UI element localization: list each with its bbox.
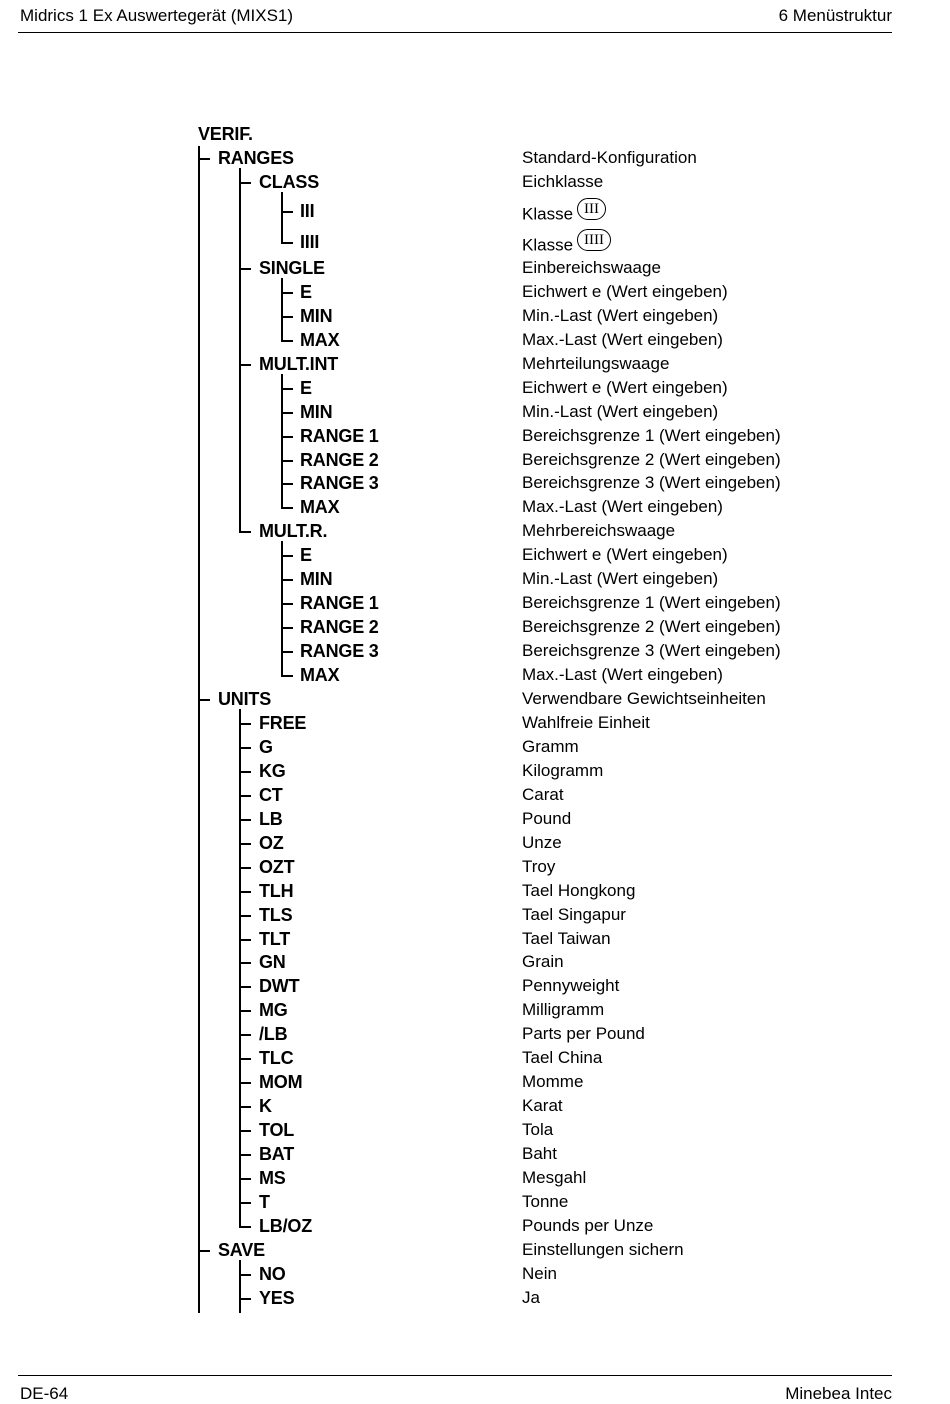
- menu-description: [522, 1024, 645, 1044]
- menu-description: [522, 306, 718, 326]
- menu-key-no: NO: [259, 1263, 286, 1284]
- menu-description-text: Bereichsgrenze 3 (Wert eingeben): [522, 641, 781, 661]
- menu-description: [522, 282, 728, 302]
- menu-description-text: Ja: [522, 1287, 540, 1307]
- menu-description-text: Karat: [522, 1096, 563, 1116]
- menu-key-min: MIN: [300, 401, 333, 422]
- menu-key-range-2: RANGE 2: [300, 617, 379, 638]
- menu-description: [522, 1000, 604, 1020]
- menu-description: [522, 761, 603, 781]
- menu-key-min: MIN: [300, 305, 333, 326]
- menu-description: [522, 497, 723, 517]
- footer-rule: [18, 1375, 892, 1376]
- accuracy-class-badge: III: [577, 198, 606, 220]
- menu-key-tls: TLS: [259, 904, 293, 925]
- menu-description-text: Wahlfreie Einheit: [522, 712, 650, 732]
- menu-description-text: Tael Taiwan: [522, 928, 611, 948]
- tree-connector-line: [239, 1260, 241, 1313]
- tree-connector-line: [281, 278, 283, 342]
- menu-key-single: SINGLE: [259, 257, 325, 278]
- accuracy-class-badge: IIII: [577, 229, 611, 251]
- menu-description-text: Unze: [522, 832, 562, 852]
- menu-description-text: Mehrteilungswaage: [522, 353, 670, 373]
- menu-key-e: E: [300, 281, 312, 302]
- menu-description: [522, 1120, 553, 1140]
- menu-description: [522, 545, 728, 565]
- menu-description: [522, 426, 781, 446]
- menu-description: [522, 1264, 557, 1284]
- menu-description-text: Bereichsgrenze 3 (Wert eingeben): [522, 473, 781, 493]
- menu-key-max: MAX: [300, 497, 340, 518]
- menu-description-text: Min.-Last (Wert eingeben): [522, 569, 719, 589]
- menu-description: [522, 330, 723, 350]
- menu-key-mg: MG: [259, 1000, 288, 1021]
- menu-description-text: Kilogramm: [522, 760, 604, 780]
- menu-key-range-3: RANGE 3: [300, 473, 379, 494]
- menu-key-mult-r-: MULT.R.: [259, 521, 328, 542]
- menu-key-ranges: RANGES: [218, 148, 294, 168]
- menu-description-text: Nein: [522, 1263, 557, 1283]
- menu-description-text: Tonne: [522, 1191, 569, 1211]
- menu-description-text: Tael China: [522, 1048, 603, 1068]
- menu-description: [522, 713, 650, 733]
- menu-description: [522, 833, 562, 853]
- menu-description-text: Einstellungen sichern: [522, 1239, 684, 1259]
- menu-key-tlh: TLH: [259, 880, 294, 901]
- menu-description-text: Pound: [522, 808, 572, 828]
- menu-description-text: Eichwert e (Wert eingeben): [522, 281, 728, 301]
- menu-description-text: Max.-Last (Wert eingeben): [522, 329, 723, 349]
- menu-description-text: Bereichsgrenze 2 (Wert eingeben): [522, 617, 781, 637]
- menu-key-min: MIN: [300, 569, 333, 590]
- menu-description-text: Eichwert e (Wert eingeben): [522, 545, 728, 565]
- menu-description: [522, 737, 579, 757]
- menu-key-tlt: TLT: [259, 928, 291, 949]
- menu-description: [522, 231, 611, 257]
- menu-key-tlc: TLC: [259, 1048, 294, 1069]
- menu-key-e: E: [300, 545, 312, 566]
- menu-description-text: Troy: [522, 856, 556, 876]
- menu-key-g: G: [259, 736, 273, 757]
- tree-connector-line: [239, 168, 241, 533]
- footer-page-number: DE-64: [20, 1384, 69, 1403]
- menu-description: [522, 1216, 653, 1236]
- menu-description: [522, 665, 723, 685]
- menu-key--lb: /LB: [259, 1024, 288, 1045]
- menu-key-class: CLASS: [259, 171, 320, 192]
- menu-key-range-1: RANGE 1: [300, 593, 379, 614]
- menu-description: [522, 929, 611, 949]
- menu-key-units: UNITS: [218, 689, 272, 709]
- menu-description-text: Bereichsgrenze 2 (Wert eingeben): [522, 449, 781, 469]
- menu-key-yes: YES: [259, 1287, 295, 1308]
- menu-description: [522, 450, 781, 470]
- menu-description-text: Eichklasse: [522, 171, 604, 191]
- menu-description-text: Einbereichswaage: [522, 257, 661, 277]
- menu-description: [522, 521, 675, 541]
- menu-key-kg: KG: [259, 760, 286, 781]
- menu-description: [522, 473, 781, 493]
- menu-description: [522, 1144, 557, 1164]
- menu-description: [522, 148, 697, 168]
- menu-key-tol: TOL: [259, 1120, 295, 1141]
- menu-description-text: Tola: [522, 1120, 554, 1140]
- menu-key-mult-int: MULT.INT: [259, 353, 339, 374]
- menu-description: [522, 905, 626, 925]
- menu-description-text: Pounds per Unze: [522, 1215, 654, 1235]
- tree-connector-line: [239, 709, 241, 1228]
- menu-description: [522, 354, 669, 374]
- menu-key-dwt: DWT: [259, 976, 300, 997]
- tree-connector-line: [198, 146, 200, 1313]
- menu-description: [522, 1288, 540, 1308]
- menu-key-gn: GN: [259, 952, 286, 973]
- menu-key-iiii: IIII: [300, 231, 320, 252]
- menu-description: [522, 569, 718, 589]
- menu-description-text: Milligramm: [522, 1000, 605, 1020]
- menu-description: [522, 785, 564, 805]
- header-chapter-title: 6 Menüstruktur: [778, 6, 892, 25]
- menu-description-text: Carat: [522, 784, 564, 804]
- menu-description: [522, 172, 603, 192]
- menu-description: [522, 857, 555, 877]
- menu-key-max: MAX: [300, 665, 340, 686]
- menu-key-free: FREE: [259, 712, 307, 733]
- footer-company: Minebea Intec: [785, 1384, 892, 1403]
- menu-key-iii: III: [300, 200, 315, 221]
- menu-description-text: Tael Hongkong: [522, 880, 636, 900]
- menu-description-text: Max.-Last (Wert eingeben): [522, 665, 723, 685]
- menu-key-e: E: [300, 377, 312, 398]
- tree-connector-line: [281, 374, 283, 510]
- menu-description: [522, 402, 718, 422]
- menu-key-max: MAX: [300, 329, 340, 350]
- menu-key-mom: MOM: [259, 1072, 303, 1093]
- menu-key-bat: BAT: [259, 1144, 295, 1165]
- menu-description: [522, 881, 635, 901]
- menu-key-range-3: RANGE 3: [300, 641, 379, 662]
- menu-description-text: Verwendbare Gewichtseinheiten: [522, 689, 766, 708]
- menu-key-lb: LB: [259, 808, 283, 829]
- menu-description: [522, 258, 661, 278]
- menu-key-k: K: [259, 1096, 272, 1117]
- menu-key-ct: CT: [259, 784, 283, 805]
- menu-description-text: Min.-Last (Wert eingeben): [522, 401, 719, 421]
- menu-description: [522, 689, 766, 709]
- menu-description: [522, 617, 781, 637]
- menu-description-text: Standard-Konfiguration: [522, 148, 697, 167]
- menu-key-ozt: OZT: [259, 856, 295, 877]
- menu-description-text: Klasse: [522, 204, 574, 224]
- menu-key-save: SAVE: [218, 1239, 265, 1260]
- menu-description: [522, 1240, 684, 1260]
- menu-description: [522, 976, 619, 996]
- menu-description: [522, 952, 564, 972]
- tree-root-label: VERIF.: [198, 124, 253, 144]
- menu-description: [522, 1048, 602, 1068]
- menu-description-text: Min.-Last (Wert eingeben): [522, 305, 719, 325]
- menu-description-text: Eichwert e (Wert eingeben): [522, 377, 728, 397]
- menu-key-oz: OZ: [259, 832, 284, 853]
- menu-description-text: Max.-Last (Wert eingeben): [522, 497, 723, 517]
- menu-description: [522, 1192, 568, 1212]
- menu-description-text: Mesgahl: [522, 1168, 587, 1187]
- menu-key-lb-oz: LB/OZ: [259, 1215, 312, 1236]
- menu-key-range-2: RANGE 2: [300, 449, 379, 470]
- menu-description-text: Bereichsgrenze 1 (Wert eingeben): [522, 593, 781, 613]
- menu-key-range-1: RANGE 1: [300, 425, 379, 446]
- menu-key-t: T: [259, 1191, 270, 1212]
- menu-description-text: Bereichsgrenze 1 (Wert eingeben): [522, 425, 781, 445]
- header-document-title: Midrics 1 Ex Auswertegerät (MIXS1): [20, 6, 294, 25]
- menu-description-text: Mehrbereichswaage: [522, 521, 676, 541]
- menu-description: [522, 1168, 586, 1188]
- tree-connector-line: [281, 541, 283, 677]
- menu-description: [522, 1072, 583, 1092]
- menu-description-text: Tael Singapur: [522, 904, 626, 924]
- menu-description: [522, 378, 728, 398]
- menu-description-text: Grain: [522, 952, 564, 972]
- menu-description-text: Baht: [522, 1144, 557, 1164]
- tree-connector-line: [281, 192, 283, 244]
- menu-description: [522, 809, 571, 829]
- menu-description: [522, 641, 781, 661]
- menu-description: [522, 200, 606, 226]
- menu-description: [522, 1096, 563, 1116]
- menu-description-text: Gramm: [522, 736, 579, 756]
- menu-key-ms: MS: [259, 1168, 286, 1188]
- menu-description-text: Pennyweight: [522, 976, 620, 996]
- menu-description-text: Momme: [522, 1072, 584, 1092]
- menu-description-text: Parts per Pound: [522, 1024, 645, 1044]
- menu-description: [522, 593, 781, 613]
- menu-description-text: Klasse: [522, 235, 574, 255]
